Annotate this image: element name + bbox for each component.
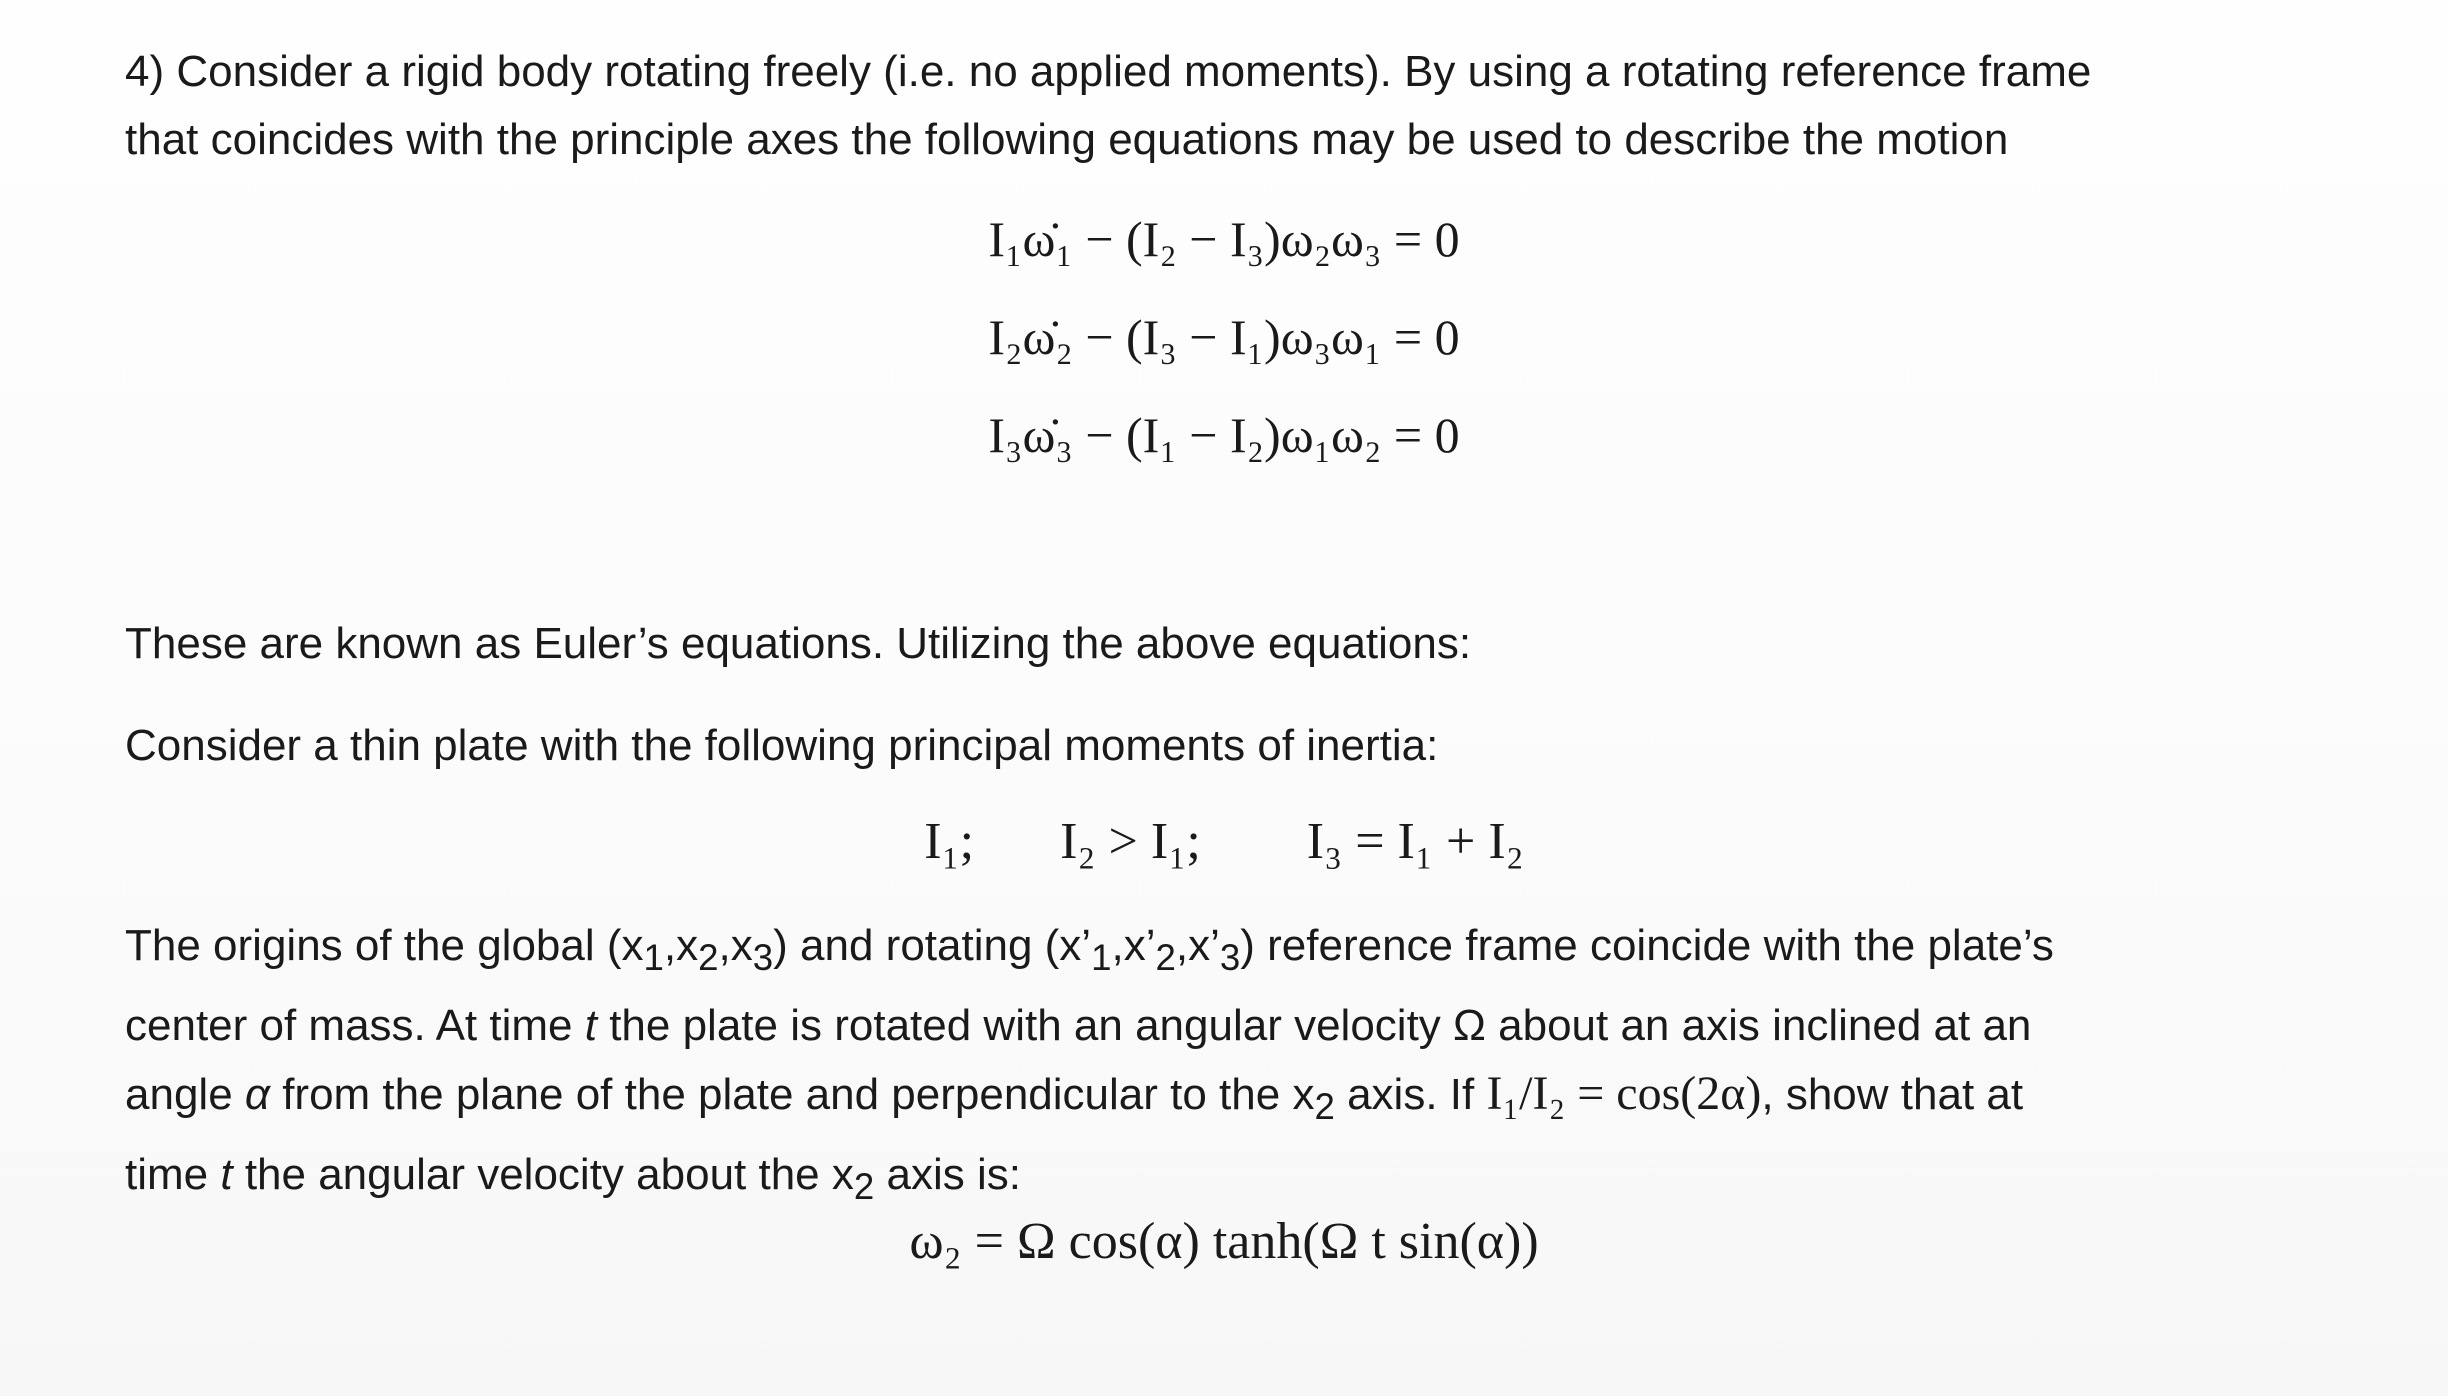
euler-equation-2: I₂ω̇₂ − (I₃ − I₁)ω₃ω₁ = 0 bbox=[988, 309, 1460, 365]
intro-paragraph bbox=[125, 38, 2345, 174]
problem-body bbox=[125, 912, 2345, 1220]
euler-note bbox=[125, 610, 2345, 678]
body-line-1: The origins of the global $(x_1,x_2,x_3)$ and rotating $(x’_1,x’_2,x’_3)$ reference frame coincide with the plate’s bbox=[125, 921, 2054, 978]
intro-line-1: 4) Consider a rigid body rotating freely (i.e. no applied moments). By using a rotating reference frame bbox=[125, 47, 2092, 96]
inertia-ratio-math: I₁/I₂ = cos(2α) bbox=[1486, 1066, 1762, 1120]
body-line-2: center of mass. At time t the plate is rotated with an angular velocity Ω about an axis inclined at an bbox=[125, 1000, 2032, 1050]
euler-equation-3: I₃ω̇₃ − (I₁ − I₂)ω₁ω₂ = 0 bbox=[988, 407, 1460, 463]
inertia-relations bbox=[0, 812, 2448, 871]
intro-line-2: that coincides with the principle axes the following equations may be used to describe the motion bbox=[125, 115, 2009, 164]
plate-intro-text: Consider a thin plate with the following principal moments of inertia: bbox=[125, 721, 1439, 770]
final-equation: ω₂ = Ω cos(α) tanh(Ω t sin(α)) bbox=[909, 1213, 1539, 1270]
inertia-relation-2: I₂ > I₁; bbox=[1060, 813, 1201, 870]
inertia-relation-1: I₁; bbox=[924, 813, 975, 870]
body-line-3: angle α from the plane of the plate and perpendicular to the $x_2$ axis. If I₁/I₂ = cos(2α), show that at bbox=[125, 1066, 2024, 1127]
body-line-4: time t the angular velocity about the $x_2$ axis is: bbox=[125, 1149, 1021, 1207]
euler-equation-1: I₁ω̇₁ − (I₂ − I₃)ω₂ω₃ = 0 bbox=[988, 211, 1460, 267]
plate-intro bbox=[125, 712, 2345, 780]
euler-equations bbox=[0, 190, 2448, 484]
euler-note-text: These are known as Euler’s equations. Utilizing the above equations: bbox=[125, 619, 1472, 668]
inertia-relation-3: I₃ = I₁ + I₂ bbox=[1306, 813, 1524, 870]
